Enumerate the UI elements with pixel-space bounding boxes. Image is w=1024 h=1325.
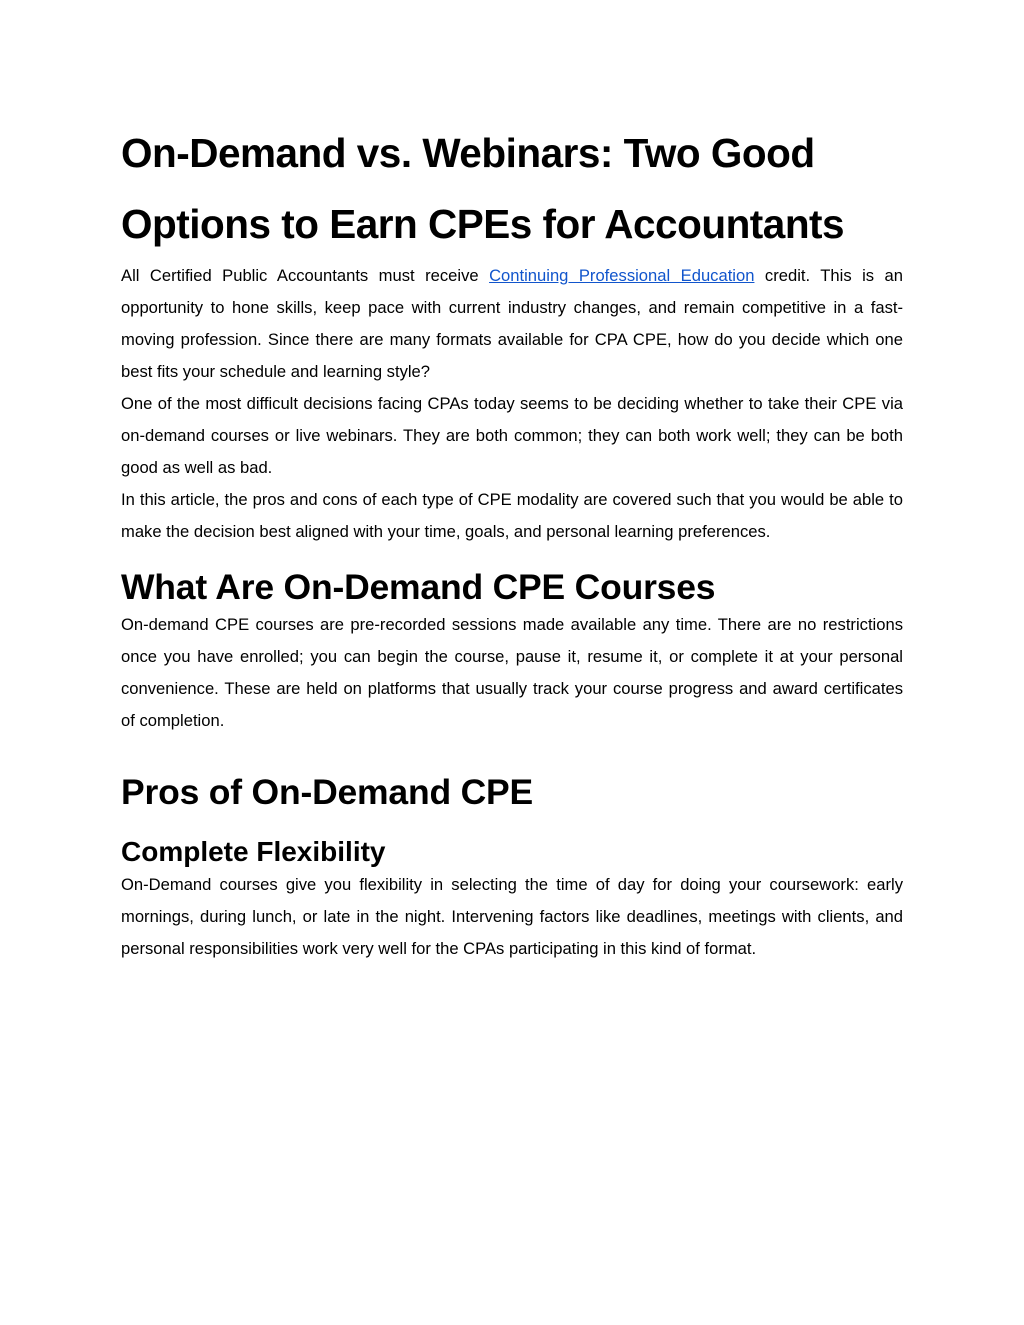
document-page xyxy=(121,118,903,965)
document-title: On-Demand vs. Webinars: Two Good Options to Earn CPEs for Accountants xyxy=(121,130,845,247)
intro-text-after-link: credit. This is an opportunity to hone skills, keep pace with current industry changes, and remain competitive in a fast-moving profession. Since there are many formats available for CPA CPE, how do you decide which one best fits your schedule and learning style? xyxy=(121,266,903,381)
paragraph-article-overview: In this article, the pros and cons of each type of CPE modality are covered such that you would be able to make the decision best aligned with your time, goals, and personal learning preferences. xyxy=(121,490,903,541)
subheading-complete-flexibility: Complete Flexibility xyxy=(121,836,386,867)
paragraph-decision: One of the most difficult decisions facing CPAs today seems to be deciding whether to take their CPE via on-demand courses or live webinars. They are both common; they can both work well; they can be both good as well as bad. xyxy=(121,394,903,477)
heading-pros-on-demand: Pros of On-Demand CPE xyxy=(121,772,533,812)
paragraph-on-demand-description: On-demand CPE courses are pre-recorded sessions made available any time. There are no restrictions once you have enrolled; you can begin the course, pause it, resume it, or complete it at your personal convenience. These are held on platforms that usually track your course progress and award certificates of completion. xyxy=(121,615,903,730)
intro-paragraph xyxy=(121,260,903,388)
intro-text-before-link: All Certified Public Accountants must receive xyxy=(121,266,490,285)
heading-what-are-on-demand: What Are On-Demand CPE Courses xyxy=(121,567,716,607)
continuing-professional-education-link[interactable]: Continuing Professional Education xyxy=(489,266,755,285)
paragraph-flexibility: On-Demand courses give you flexibility in selecting the time of day for doing your coursework: early mornings, during lunch, or late in the night. Intervening factors like deadlines, meetings with clients, and personal responsibilities work very well for the CPAs participating in this kind of format. xyxy=(121,875,903,958)
